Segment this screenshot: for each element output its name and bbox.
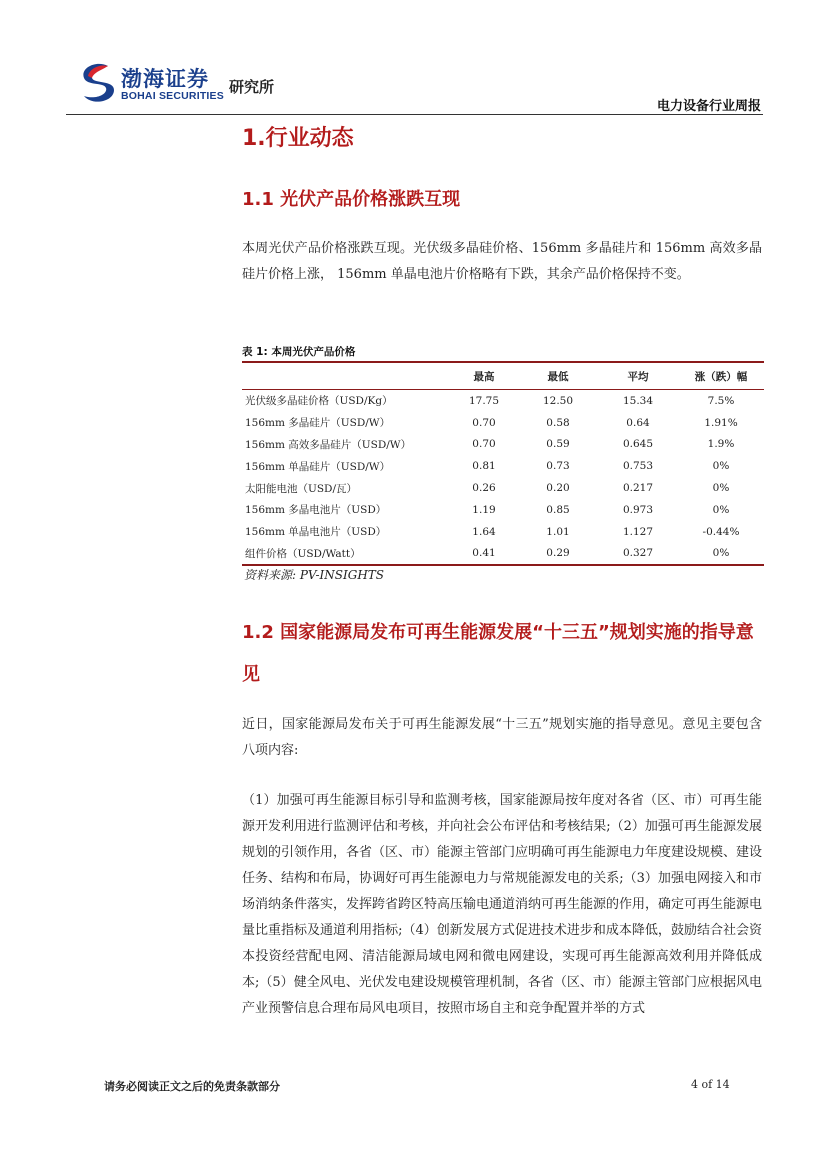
header-average: 平均 <box>598 362 678 390</box>
price-average: 1.127 <box>622 525 654 538</box>
price-average: 0.973 <box>622 503 654 516</box>
bohai-logo-icon <box>78 62 116 104</box>
price-high: 1.19 <box>472 503 496 516</box>
section-heading-industry: 1.行业动态 <box>242 126 354 151</box>
price-low: 1.01 <box>546 525 570 538</box>
footer-disclaimer: 请务必阅读正文之后的免责条款部分 <box>104 1080 280 1093</box>
price-high: 0.81 <box>472 460 496 473</box>
price-average: 0.217 <box>622 482 654 495</box>
price-change: -0.44% <box>702 525 740 538</box>
table-row <box>242 434 764 456</box>
paragraph-pv-summary: 本周光伏产品价格涨跌互现。光伏级多晶硅价格、156mm 多晶硅片和 156mm 高效多晶硅片价格上涨， 156mm 单晶电池片价格略有下跌，其余产品价格保持不变。 <box>242 241 762 282</box>
subsection-heading-nea-guidance: 1.2 国家能源局发布可再生能源发展“十三五”规划实施的指导意见 <box>242 622 754 685</box>
price-average: 0.753 <box>622 460 654 473</box>
price-average: 15.34 <box>622 394 654 407</box>
header-change: 涨（跌）幅 <box>678 362 764 390</box>
price-low: 0.58 <box>546 416 570 429</box>
header-low: 最低 <box>518 362 598 390</box>
price-high: 0.70 <box>472 416 496 429</box>
price-high: 0.26 <box>472 482 496 495</box>
product-name: 156mm 高效多晶硅片（USD/W） <box>245 438 412 451</box>
price-low: 0.59 <box>546 438 570 451</box>
page-number: 4 of 14 <box>691 1078 730 1091</box>
product-name: 光伏级多晶硅价格（USD/Kg） <box>245 395 393 408</box>
header-high: 最高 <box>450 362 518 390</box>
table-row <box>242 521 764 543</box>
paragraph-nea-body: （1）加强可再生能源目标引导和监测考核，国家能源局按年度对各省（区、市）可再生能源开发利用进行监测评估和考核，并向社会公布评估和考核结果;（2）加强可再生能源发展规划的引领作用，各省（区、市）能源主管部门应明确可再生能源电力年度建设规模、建设任务、结构和布局，协调好可再生能源电力与常规能源发电的关系;（3）加强电网接入和市场消纳条件落实，发挥跨省跨区特高压输电通道消纳可再生能源的作用，确定可再生能源电量比重指标及通道利用指标;（4）创新发展方式促进技术进步和成本降低，鼓励结合社会资本投资经营配电网、清洁能源局域电网和微电网建设，实现可再生能源高效利用并降低成本;（5）健全风电、光伏发电建设规模管理机制，各省（区、市）能源主管部门应根据风电产业预警信息合理布局风电项目，按照市场自主和竞争配置并举的方式 <box>242 793 763 1016</box>
price-change: 0% <box>678 543 764 566</box>
table-caption: 表 1: 本周光伏产品价格 <box>242 346 356 358</box>
price-change: 1.91% <box>704 416 738 429</box>
price-high: 17.75 <box>468 394 500 407</box>
pv-price-table <box>242 361 764 566</box>
price-high: 0.41 <box>450 543 518 566</box>
subsection-heading-pv-prices: 1.1 光伏产品价格涨跌互现 <box>242 189 461 210</box>
price-low: 0.85 <box>546 503 570 516</box>
price-high: 0.70 <box>472 438 496 451</box>
price-change: 0% <box>712 503 730 516</box>
table-row <box>242 390 764 412</box>
table-row <box>242 455 764 477</box>
price-high: 1.64 <box>472 525 496 538</box>
report-type: 电力设备行业周报 <box>656 99 761 114</box>
price-change: 1.9% <box>707 438 735 451</box>
product-name: 太阳能电池（USD/瓦） <box>245 482 357 495</box>
table-row <box>242 412 764 434</box>
header-divider <box>66 114 763 115</box>
product-name: 156mm 单晶硅片（USD/W） <box>245 460 391 473</box>
product-name: 156mm 多晶电池片（USD） <box>245 504 387 517</box>
brand-name-en: BOHAI SECURITIES <box>121 90 224 102</box>
price-change: 0% <box>712 482 730 495</box>
table-row <box>242 477 764 499</box>
price-low: 0.73 <box>546 460 570 473</box>
price-change: 7.5% <box>707 394 735 407</box>
table-source-note: 资料来源: PV-INSIGHTS <box>244 568 385 582</box>
price-average: 0.645 <box>622 438 654 451</box>
price-average: 0.327 <box>598 543 678 566</box>
price-low: 0.20 <box>546 482 570 495</box>
price-low: 0.29 <box>518 543 598 566</box>
product-name: 组件价格（USD/Watt） <box>242 543 450 566</box>
price-average: 0.64 <box>626 416 650 429</box>
brand-name-cn: 渤海证券 <box>121 67 209 91</box>
product-name: 156mm 多晶硅片（USD/W） <box>245 417 391 430</box>
product-name: 156mm 单晶电池片（USD） <box>245 526 387 539</box>
paragraph-nea-intro: 近日，国家能源局发布关于可再生能源发展“十三五”规划实施的指导意见。意见主要包含八项内容: <box>242 717 762 758</box>
price-low: 12.50 <box>542 394 574 407</box>
header-product <box>242 362 450 390</box>
price-change: 0% <box>712 460 730 473</box>
table-row <box>242 543 764 566</box>
table-header-row <box>242 362 764 390</box>
brand-institute: 研究所 <box>229 78 275 96</box>
table-row <box>242 499 764 521</box>
